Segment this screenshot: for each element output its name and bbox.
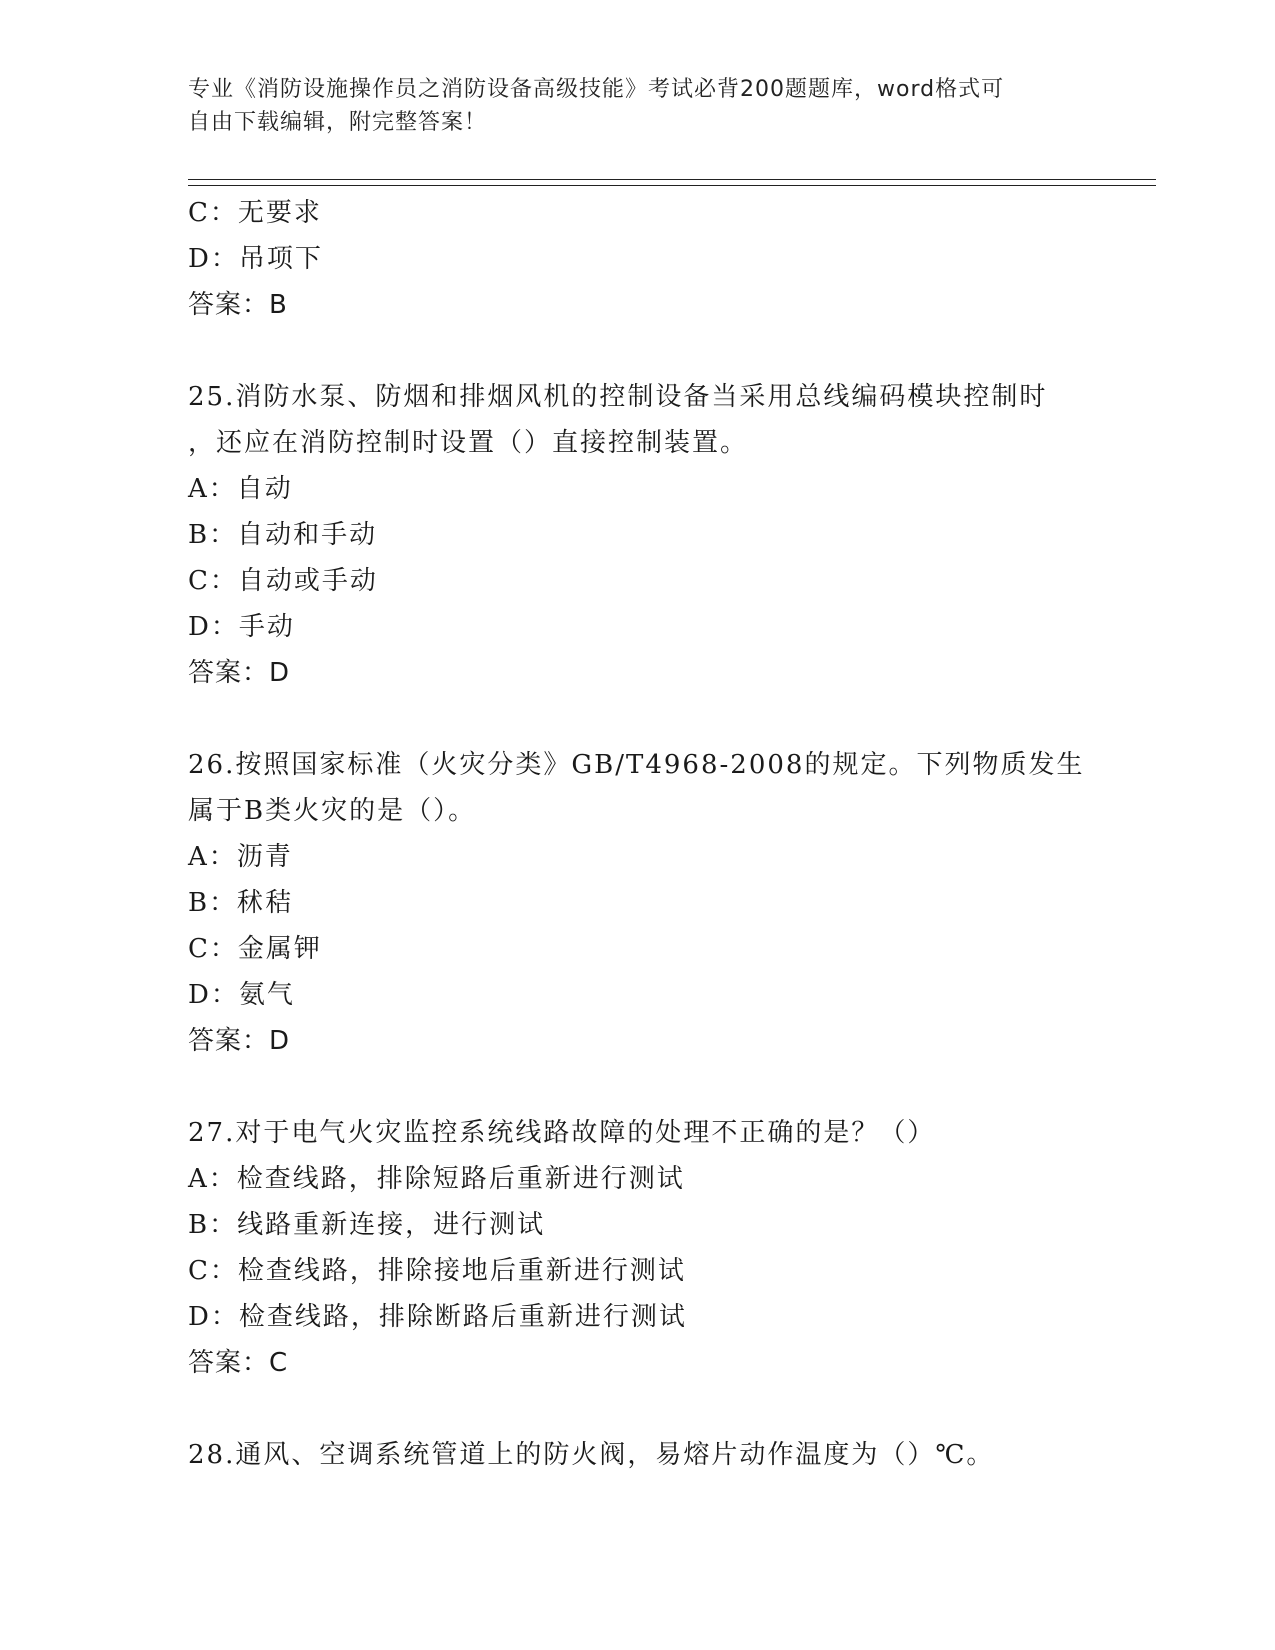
answer: 答案：B	[188, 290, 288, 320]
option-a: A：沥青	[188, 842, 293, 872]
option-d: D：手动	[188, 612, 295, 642]
option-c: C：无要求	[188, 198, 322, 228]
question-stem-continued: ，还应在消防控制时设置（）直接控制装置。	[188, 428, 749, 458]
option-c: C：检查线路，排除接地后重新进行测试	[188, 1256, 686, 1286]
question-24-tail	[188, 190, 1148, 328]
question-stem: 26.按照国家标准（火灾分类》GB/T4968-2008的规定。下列物质发生	[188, 750, 1085, 780]
header-line-2: 自由下载编辑，附完整答案！	[188, 110, 488, 135]
header-line-1: 专业《消防设施操作员之消防设备高级技能》考试必背200题题库，word格式可	[188, 77, 1005, 102]
header-divider-bottom	[188, 185, 1156, 186]
question-25	[188, 374, 1148, 696]
option-d: D：氨气	[188, 980, 295, 1010]
option-b: B：线路重新连接，进行测试	[188, 1210, 546, 1240]
question-26	[188, 742, 1148, 1064]
question-27	[188, 1110, 1148, 1386]
question-stem-continued: 属于B类火灾的是（）。	[188, 796, 477, 826]
question-stem: 28.通风、空调系统管道上的防火阀，易熔片动作温度为（）℃。	[188, 1440, 995, 1470]
option-d: D：吊项下	[188, 244, 323, 274]
answer: 答案：D	[188, 1026, 291, 1056]
option-d: D：检查线路，排除断路后重新进行测试	[188, 1302, 687, 1332]
question-stem: 27.对于电气火灾监控系统线路故障的处理不正确的是？（）	[188, 1118, 936, 1148]
option-c: C：金属钾	[188, 934, 322, 964]
option-c: C：自动或手动	[188, 566, 378, 596]
answer: 答案：C	[188, 1348, 289, 1378]
question-list	[188, 190, 1148, 1478]
option-a: A：检查线路，排除短路后重新进行测试	[188, 1164, 685, 1194]
option-b: B：自动和手动	[188, 520, 378, 550]
option-a: A：自动	[188, 474, 293, 504]
document-header	[188, 73, 1088, 139]
question-28	[188, 1432, 1148, 1478]
header-divider-top	[188, 179, 1156, 180]
answer: 答案：D	[188, 658, 291, 688]
option-b: B：秫秸	[188, 888, 294, 918]
question-stem: 25.消防水泵、防烟和排烟风机的控制设备当采用总线编码模块控制时	[188, 382, 1048, 412]
